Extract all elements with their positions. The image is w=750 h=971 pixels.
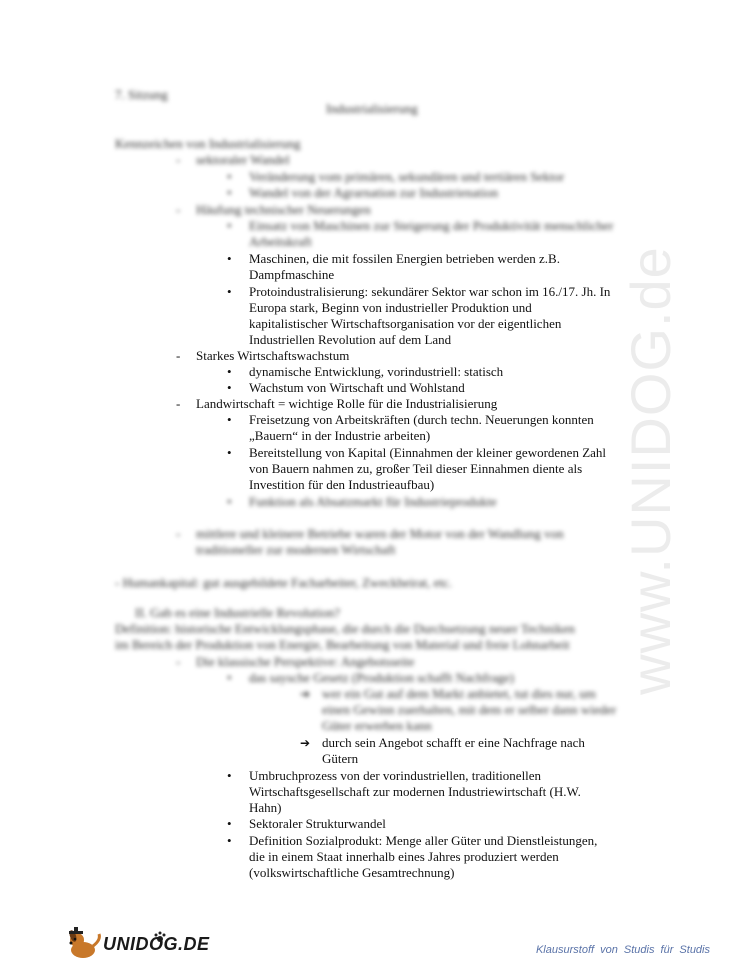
watermark	[560, 245, 740, 695]
session-label: 7. Sitzung	[115, 87, 168, 102]
bullet-item: • Einsatz von Maschinen zur Steigerung der Produktivität menschlicher	[249, 218, 613, 234]
text-line: Europa stark, Beginn von industrieller Produktion und	[249, 300, 532, 315]
dash-item: - Häufung technischer Neuerungen	[196, 202, 371, 218]
text-line: (volkswirtschaftliche Gesamtrechnung)	[249, 865, 455, 880]
text-line: Gütern	[322, 751, 359, 766]
text-line: Arbeitskraft	[249, 234, 312, 249]
text-line: Hahn)	[249, 800, 282, 815]
bullet-item: • Protoindustralisierung: sekundärer Sektor war schon im 16./17. Jh. In	[249, 284, 610, 300]
text-line: von Bauern nahmen zu, großer Teil dieser Einnahmen diente als	[249, 461, 583, 476]
text-line: „Bauern“ in der Industrie arbeiten)	[249, 428, 431, 443]
bullet-item: • Freisetzung von Arbeitskräften (durch techn. Neuerungen konnten	[249, 412, 594, 428]
dash-item: - Starkes Wirtschaftswachstum	[196, 348, 349, 364]
text-line: Investition für den Industrieaufbau)	[249, 477, 435, 492]
bullet-item: • Maschinen, die mit fossilen Energien betrieben werden z.B.	[249, 251, 560, 267]
bullet-item: • Wachstum von Wirtschaft und Wohlstand	[249, 380, 465, 396]
bullet-item: • Sektoraler Strukturwandel	[249, 816, 386, 832]
text-line: Kennzeichen von Industrialisierung	[115, 136, 301, 151]
unidog-logo[interactable]	[65, 926, 225, 962]
dog-mascot-icon	[65, 926, 105, 962]
footer-tagline: Klausurstoff von Studis für Studis	[535, 944, 710, 956]
watermark-text: www.UNIDOG.de	[618, 245, 682, 695]
arrow-item: ➔ durch sein Angebot schafft er eine Nachfrage nach	[322, 735, 585, 751]
text-line: die in einem Staat innerhalb eines Jahres produziert werden	[249, 849, 559, 864]
bullet-item: • Wandel von der Agrarnation zur Industrienation	[249, 185, 498, 201]
document-title: Industrialisierung	[326, 101, 418, 116]
text-line: Wirtschaftsgesellschaft zur modernen Industriewirtschaft (H.W.	[249, 784, 581, 799]
text-line: einen Gewinn zuerhalten, mit dem er selber dann wieder	[322, 702, 617, 717]
bullet-item: • Bereitstellung von Kapital (Einnahmen der kleiner gewordenen Zahl	[249, 445, 606, 461]
text-line: Dampfmaschine	[249, 267, 335, 282]
text-line: traditioneller zur modernen Wirtschaft	[196, 542, 396, 557]
bullet-item: • Funktion als Absatzmarkt für Industrieprodukte	[249, 494, 497, 510]
arrow-item: ➔ wer ein Gut auf dem Markt anbietet, tut dies nur, um	[322, 686, 596, 702]
text-line: Güter erwerben kann	[322, 718, 432, 733]
dash-item: - sektoraler Wandel	[196, 152, 290, 168]
text-line: im Bereich der Produktion von Energie, Bearbeitung von Material und freie Lohnarbeit	[115, 637, 570, 652]
dash-item: - Die klassische Perspektive: Angebotsseite	[196, 654, 414, 670]
text-line: - Humankapital: gut ausgebildete Facharbeiter, Zweckheirat, etc.	[115, 575, 452, 590]
text-line: Industriellen Revolution auf dem Land	[249, 332, 452, 347]
bullet-item: • dynamische Entwicklung, vorindustriell: statisch	[249, 364, 503, 380]
bullet-item: • Definition Sozialprodukt: Menge aller Güter und Dienstleistungen,	[249, 833, 597, 849]
dash-item: - Landwirtschaft = wichtige Rolle für die Industrialisierung	[196, 396, 497, 412]
bullet-item: • das saysche Gesetz (Produktion schafft Nachfrage)	[249, 670, 514, 686]
logo-text: UNIDOG.DE	[103, 934, 210, 954]
text-line: kapitalistischer Wirtschaftsorganisation vor der eigentlichen	[249, 316, 562, 331]
dash-item: - mittlere und kleinere Betriebe waren der Motor von der Wandlung von	[196, 526, 564, 542]
text-line: II. Gab es eine Industrielle Revolution?	[135, 605, 341, 620]
text-line: Definition: historische Entwicklungsphase, die durch die Durchsetzung neuer Techniken	[115, 621, 575, 636]
bullet-item: • Umbruchprozess von der vorindustriellen, traditionellen	[249, 768, 541, 784]
bullet-item: • Veränderung vom primären, sekundären und tertiären Sektor	[249, 169, 564, 185]
